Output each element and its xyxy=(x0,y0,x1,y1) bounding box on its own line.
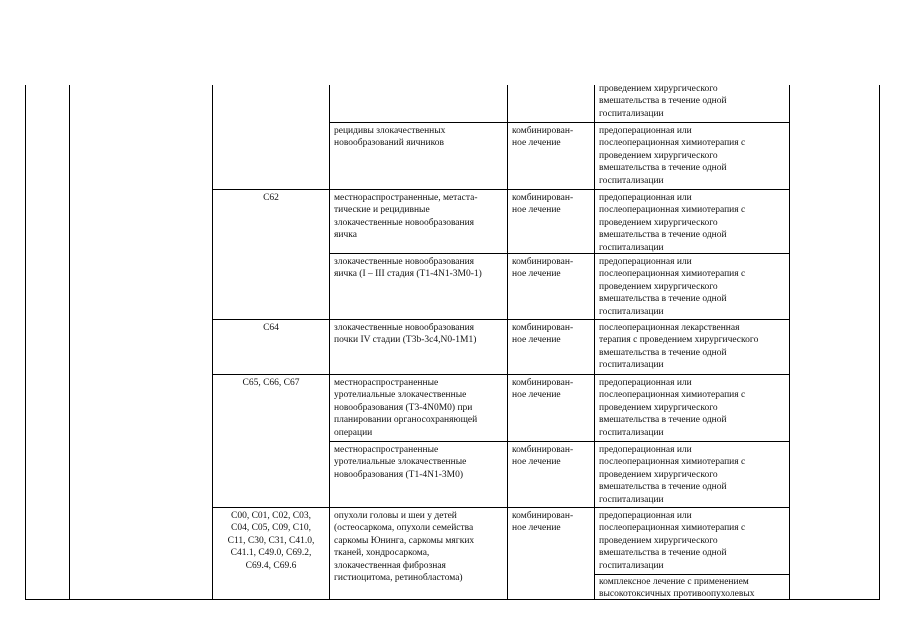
column-divider xyxy=(594,85,595,600)
table-cell-code: C65, C66, C67 xyxy=(242,378,300,388)
table-cell-method: предоперационная или послеоперационная химиотерапия с проведением хирургического вмешательства в течение одной госпитализации xyxy=(599,193,746,253)
table-cell-treatment: комбинирован- ное лечение xyxy=(512,511,574,534)
column-divider xyxy=(212,85,213,600)
row-divider xyxy=(329,122,790,123)
row-divider xyxy=(212,374,790,375)
table-border-left xyxy=(25,85,26,600)
table-cell-diagnosis: злокачественные новообразования яичка (I – III стадия (T1-4N1-3M0-1) xyxy=(334,257,482,280)
table-cell-method: проведением хирургического вмешательства в течение одной госпитализации xyxy=(599,84,727,119)
table-cell-method: комплексное лечение с применением высокотоксичных противоопухолевых xyxy=(599,577,755,600)
table-cell-method: предоперационная или послеоперационная химиотерапия с проведением хирургического вмешательства в течение одной госпитализации xyxy=(599,257,746,317)
document-table xyxy=(25,85,880,600)
row-divider xyxy=(594,574,790,575)
column-divider xyxy=(507,85,508,600)
table-cell-diagnosis: местнораспространенные уротелиальные злокачественные новообразования (T3-4N0M0) при планировании органосохраняющей операции xyxy=(334,378,478,438)
table-cell-treatment: комбинирован- ное лечение xyxy=(512,257,574,280)
table-cell-diagnosis: рецидивы злокачественных новообразований яичников xyxy=(334,126,446,149)
table-cell-method: предоперационная или послеоперационная химиотерапия с проведением хирургического вмешательства в течение одной госпитализации xyxy=(599,511,746,571)
row-divider xyxy=(212,189,790,190)
table-cell-method: предоперационная или послеоперационная химиотерапия с проведением хирургического вмешательства в течение одной госпитализации xyxy=(599,378,746,438)
table-cell-treatment: комбинирован- ное лечение xyxy=(512,323,574,346)
table-cell-treatment: комбинирован- ное лечение xyxy=(512,126,574,149)
table-cell-diagnosis: злокачественные новообразования почки IV стадии (T3b-3c4,N0-1M1) xyxy=(334,323,477,346)
table-cell-code: C00, C01, C02, C03, C04, C05, C09, C10, C11, C30, C31, C41.0, C41.1, C49.0, C69.2, C69.4, C69.6 xyxy=(227,511,315,571)
table-cell-method: послеоперационная лекарственная терапия с проведением хирургического вмешательства в течение одной госпитализации xyxy=(599,323,759,371)
table-cell-treatment: комбинирован- ное лечение xyxy=(512,445,574,468)
table-cell-code: C62 xyxy=(263,193,279,203)
table-border-right xyxy=(879,85,880,600)
row-divider xyxy=(329,441,790,442)
row-divider xyxy=(212,319,790,320)
table-cell-diagnosis: опухоли головы и шеи у детей (остеосаркома, опухоли семейства саркомы Юнинга, саркомы мягких тканей, хондросаркома, злокачественная фиброзная гистиоцитома, ретинобластома) xyxy=(334,511,475,584)
table-cell-diagnosis: местнораспространенные уротелиальные злокачественные новообразования (T1-4N1-3M0) xyxy=(334,445,467,480)
table-cell-treatment: комбинирован- ное лечение xyxy=(512,193,574,216)
table-cell-code: C64 xyxy=(263,323,279,333)
column-divider xyxy=(69,85,70,600)
table-cell-treatment: комбинирован- ное лечение xyxy=(512,378,574,401)
column-divider xyxy=(329,85,330,600)
table-cell-method: предоперационная или послеоперационная химиотерапия с проведением хирургического вмешательства в течение одной госпитализации xyxy=(599,126,746,186)
row-divider xyxy=(212,507,790,508)
column-divider xyxy=(789,85,790,600)
table-cell-method: предоперационная или послеоперационная химиотерапия с проведением хирургического вмешательства в течение одной госпитализации xyxy=(599,445,746,505)
table-cell-diagnosis: местнораспространенные, метаста- тические и рецидивные злокачественные новообразования яичка xyxy=(334,193,478,241)
